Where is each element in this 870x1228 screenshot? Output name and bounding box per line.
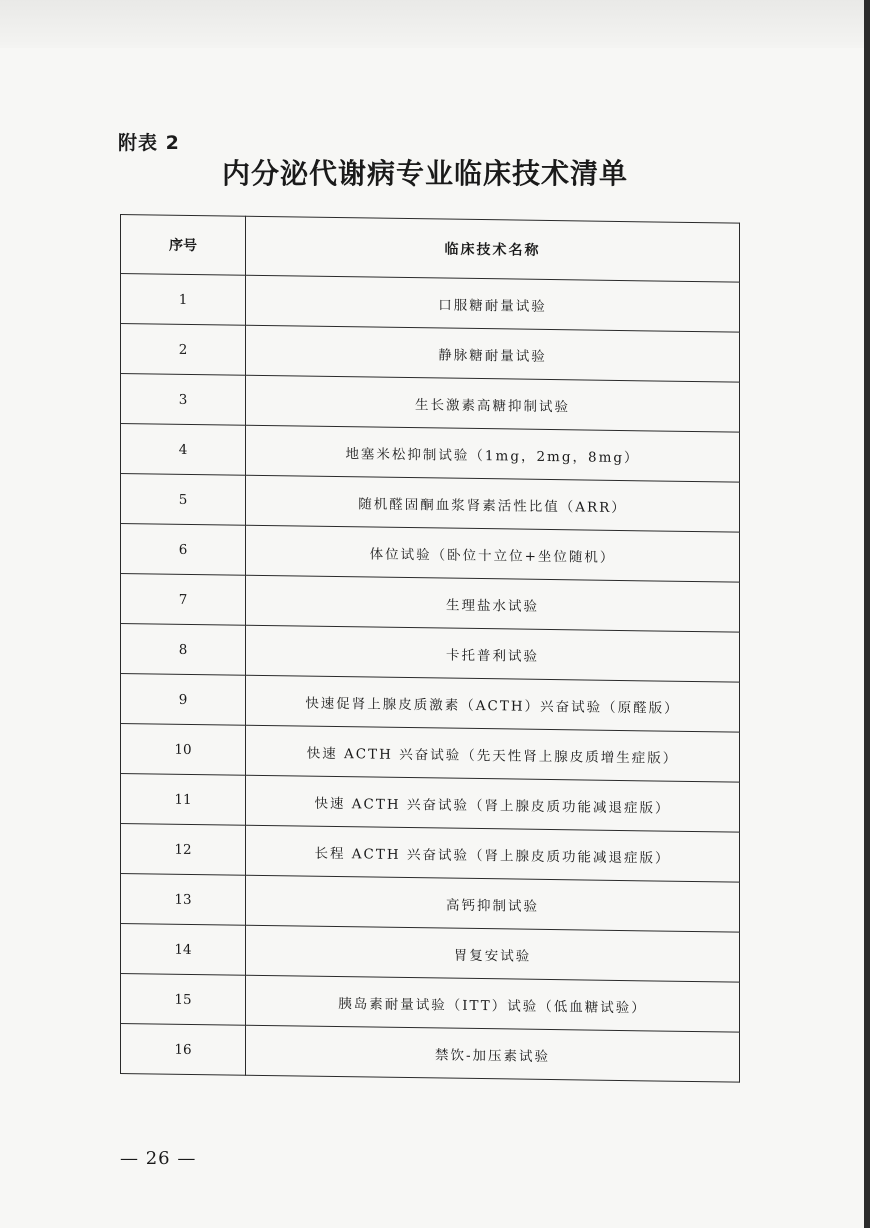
table-row (121, 524, 740, 583)
table-row (121, 874, 740, 933)
row-serial-number: 6 (121, 524, 246, 576)
table-row (121, 574, 740, 633)
table-row (121, 924, 740, 983)
row-serial-number: 16 (121, 1024, 246, 1076)
page-title: 内分泌代谢病专业临床技术清单 (221, 157, 628, 190)
table-row (121, 324, 740, 383)
row-serial-number: 3 (121, 374, 246, 426)
table-row (121, 774, 740, 833)
header-technology-name: 临床技术名称 (246, 216, 740, 282)
row-serial-number: 7 (121, 574, 246, 626)
table-header-row (121, 215, 740, 283)
row-technology-name: 静脉糖耐量试验 (246, 325, 740, 382)
scan-shadow-right (864, 0, 870, 1228)
table-row (121, 824, 740, 883)
row-technology-name: 禁饮-加压素试验 (246, 1025, 740, 1082)
row-serial-number: 14 (121, 924, 246, 976)
table-row (121, 674, 740, 733)
row-technology-name: 长程 ACTH 兴奋试验（肾上腺皮质功能减退症版） (246, 825, 740, 882)
row-serial-number: 9 (121, 674, 246, 726)
row-technology-name: 快速 ACTH 兴奋试验（肾上腺皮质功能减退症版） (246, 775, 740, 832)
row-serial-number: 8 (121, 624, 246, 676)
row-technology-name: 体位试验（卧位十立位+坐位随机） (246, 525, 740, 582)
row-technology-name: 卡托普利试验 (246, 625, 740, 682)
row-technology-name: 生长激素高糖抑制试验 (246, 375, 740, 432)
row-serial-number: 10 (121, 724, 246, 776)
row-serial-number: 15 (121, 974, 246, 1026)
row-serial-number: 1 (121, 274, 246, 326)
row-serial-number: 5 (121, 474, 246, 526)
row-technology-name: 生理盐水试验 (246, 575, 740, 632)
table-row (121, 424, 740, 483)
row-serial-number: 4 (121, 424, 246, 476)
annex-label: 附表 2 (118, 132, 180, 154)
table-row (121, 974, 740, 1033)
page-number: — 26 — (120, 1148, 197, 1169)
table-row (121, 1024, 740, 1083)
table-row (121, 274, 740, 333)
row-technology-name: 地塞米松抑制试验（1mg，2mg，8mg） (246, 425, 740, 482)
table-row (121, 374, 740, 433)
row-technology-name: 胰岛素耐量试验（ITT）试验（低血糖试验） (246, 975, 740, 1032)
clinical-technology-table (120, 214, 740, 1083)
row-technology-name: 口服糖耐量试验 (246, 275, 740, 332)
table-row (121, 624, 740, 683)
row-technology-name: 随机醛固酮血浆肾素活性比值（ARR） (246, 475, 740, 532)
table-row (121, 724, 740, 783)
row-technology-name: 胃复安试验 (246, 925, 740, 982)
row-technology-name: 快速 ACTH 兴奋试验（先天性肾上腺皮质增生症版） (246, 725, 740, 782)
row-serial-number: 11 (121, 774, 246, 826)
row-serial-number: 12 (121, 824, 246, 876)
row-technology-name: 高钙抑制试验 (246, 875, 740, 932)
row-technology-name: 快速促肾上腺皮质激素（ACTH）兴奋试验（原醛版） (246, 675, 740, 732)
header-serial-number: 序号 (121, 215, 246, 276)
row-serial-number: 2 (121, 324, 246, 376)
row-serial-number: 13 (121, 874, 246, 926)
table-row (121, 474, 740, 533)
